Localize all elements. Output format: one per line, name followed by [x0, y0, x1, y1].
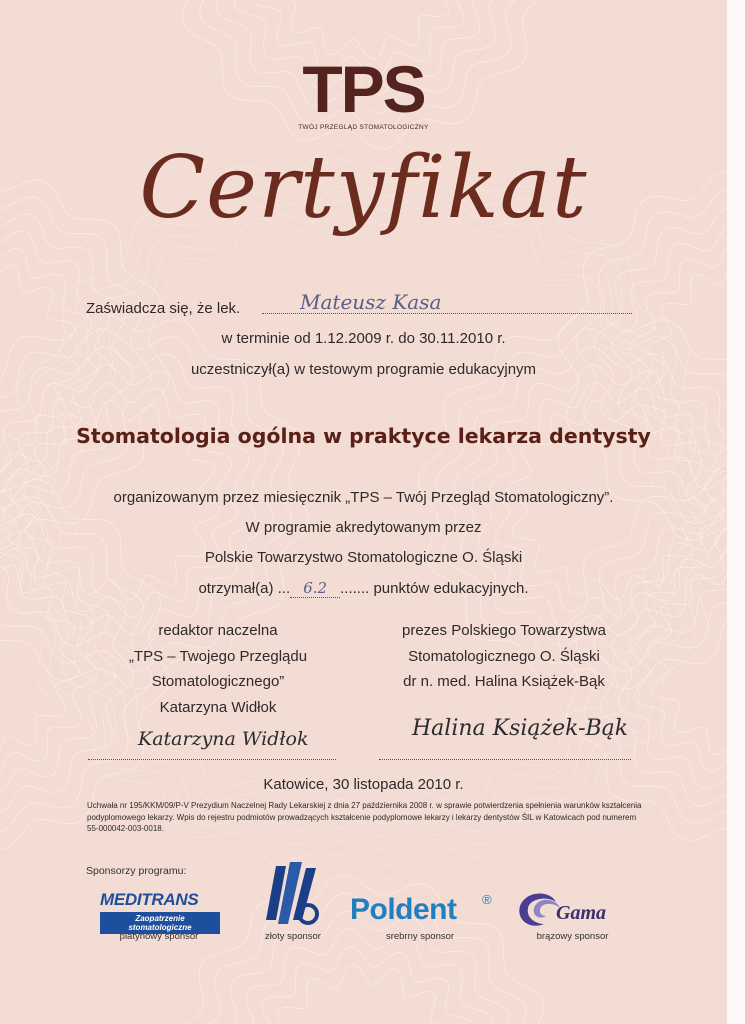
editor-role: redaktor naczelna: [158, 622, 278, 639]
gama-logo: Gama: [556, 902, 606, 924]
meditrans-name: MEDITRANS: [100, 890, 199, 909]
certificate-title: Certyfikat: [139, 138, 588, 238]
editor-signature-line: [88, 759, 336, 760]
place-date: Katowice, 30 listopada 2010 r.: [263, 776, 464, 793]
points-value-handwritten: 6.2: [290, 579, 340, 598]
meditrans-tagline: Zaopatrzenie stomatologiczne: [100, 912, 220, 934]
accreditation-line: W programie akredytowanym przez: [245, 519, 482, 536]
silver-sponsor-caption: srebrny sponsor: [385, 931, 455, 942]
points-line: [0, 579, 727, 598]
intro-text: Zaświadcza się, że lek.: [86, 300, 241, 317]
points-suffix: ....... punktów edukacyjnych.: [340, 580, 529, 597]
editor-name: Katarzyna Widłok: [159, 698, 277, 716]
participation-line: uczestniczył(a) w testowym programie edukacyjnym: [190, 361, 537, 378]
president-role: prezes Polskiego Towarzystwa: [402, 622, 606, 639]
points-prefix: otrzymał(a) ...: [198, 580, 291, 597]
organizer-line: organizowanym przez miesięcznik „TPS – Twój Przegląd Stomatologiczny”.: [113, 489, 614, 506]
bronze-sponsor-caption: brązowy sponsor: [536, 931, 609, 942]
editor-role-journal: „TPS – Twojego Przeglądu: [128, 647, 308, 665]
kwb-logo-icon: [262, 860, 322, 928]
editor-handwritten-signature: Katarzyna Widłok: [138, 728, 309, 750]
editor-role-journal-cont: Stomatologicznego”: [151, 673, 285, 690]
recipient-handwritten-name: Mateusz Kasa: [300, 290, 442, 314]
registered-mark: ®: [482, 892, 492, 907]
tps-logo: TPS: [302, 52, 425, 126]
platinum-sponsor-caption: platynowy sponsor: [119, 931, 199, 942]
resolution-fine-print: Uchwała nr 195/KKM/09/P-V Prezydium Naczelnej Rady Lekarskiej z dnia 27 października 2008 r. w sprawie potwierdzenia spełnienia warunków kształcenia podyplomowego lekarzy. Wpis do rejestru podmiotów prowadzących kształcenie podyplomowe lekarzy i lekarzy dentystów ŚIL w Katowicach pod numerem 55-000042-003-0018.: [87, 801, 642, 833]
sponsors-label: Sponsorzy programu:: [86, 865, 187, 877]
scan-margin: [727, 0, 745, 1024]
president-role-society: Stomatologicznego O. Śląski: [408, 647, 600, 665]
gold-sponsor-caption: złoty sponsor: [265, 931, 321, 942]
society-line: Polskie Towarzystwo Stomatologiczne O. Śląski: [204, 549, 523, 566]
president-name: dr n. med. Halina Książek-Bąk: [403, 673, 605, 690]
president-handwritten-signature: Halina Książek-Bąk: [412, 716, 629, 741]
meditrans-logo: [100, 890, 220, 934]
president-signature-line: [379, 759, 631, 760]
poldent-logo: Poldent: [350, 893, 457, 926]
tps-logo-subtitle: TWÓJ PRZEGLĄD STOMATOLOGICZNY: [298, 124, 429, 131]
program-title: Stomatologia ogólna w praktyce lekarza dentysty: [76, 424, 651, 448]
editor-signature-block: [78, 618, 358, 720]
president-signature-block: [364, 618, 644, 695]
term-line: w terminie od 1.12.2009 r. do 30.11.2010 r.: [221, 330, 506, 347]
